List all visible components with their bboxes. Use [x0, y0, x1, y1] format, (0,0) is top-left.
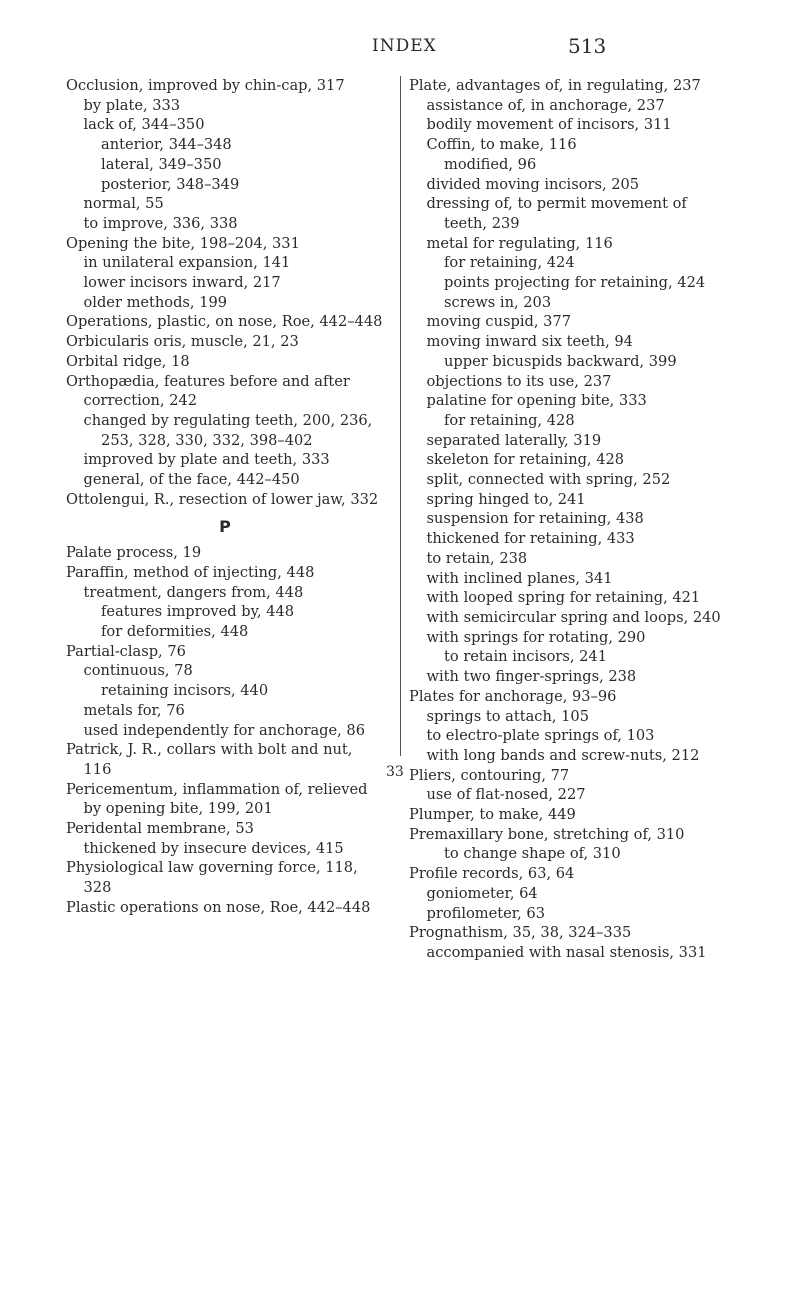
index-entry: treatment, dangers from, 448	[83, 583, 304, 601]
index-entry: for deformities, 448	[101, 622, 249, 640]
section-letter: P	[219, 517, 231, 537]
index-entry: to retain, 238	[426, 549, 528, 567]
signature-mark: 33	[386, 764, 404, 780]
index-entry: modified, 96	[444, 155, 537, 173]
index-entry: moving inward six teeth, 94	[426, 333, 633, 351]
index-entry: points projecting for retaining, 424	[444, 274, 706, 292]
index-entry: Plate, advantages of, in regulating, 237	[409, 77, 701, 94]
index-entry: Ottolengui, R., resection of lower jaw, 332	[66, 490, 379, 508]
index-entry: changed by regulating teeth, 200, 236, 253, 328, 330, 332, 398–402	[83, 411, 373, 449]
index-entry: Orthopædia, features before and after correction, 242	[66, 372, 350, 410]
index-entry: Occlusion, improved by chin-cap, 317	[66, 77, 345, 94]
index-entry: profilometer, 63	[426, 904, 546, 922]
index-entry: Peridental membrane, 53	[66, 820, 254, 838]
index-entry: continuous, 78	[83, 662, 193, 680]
index-entry: goniometer, 64	[426, 884, 538, 902]
index-entry: older methods, 199	[83, 293, 228, 311]
index-entry: suspension for retaining, 438	[426, 510, 644, 528]
index-entry: upper bicuspids backward, 399	[444, 352, 677, 370]
index-entry: metals for, 76	[83, 701, 185, 719]
index-entry: to change shape of, 310	[444, 845, 621, 863]
index-entry: Opening the bite, 198–204, 331	[66, 234, 300, 252]
index-entry: for retaining, 424	[444, 254, 575, 272]
index-entries-o	[66, 76, 384, 509]
running-title: INDEX	[372, 36, 437, 56]
page-number: 513	[568, 34, 607, 58]
index-entry: with inclined planes, 341	[426, 569, 613, 587]
index-entry: Orbital ridge, 18	[66, 352, 190, 370]
index-entry: bodily movement of incisors, 311	[426, 116, 672, 134]
index-entry: moving cuspid, 377	[426, 313, 571, 331]
index-entry: to electro-plate springs of, 103	[426, 727, 655, 745]
index-entry: with springs for rotating, 290	[426, 628, 646, 646]
index-entry: anterior, 344–348	[101, 136, 232, 154]
index-entry: for retaining, 428	[444, 411, 575, 429]
index-entry: general, of the face, 442–450	[83, 471, 300, 489]
index-entry: features improved by, 448	[101, 603, 295, 621]
index-entry: Profile records, 63, 64	[409, 865, 575, 883]
index-entry: with two finger-springs, 238	[426, 668, 637, 686]
index-entry: lower incisors inward, 217	[83, 274, 281, 292]
index-entry: to improve, 336, 338	[83, 214, 238, 232]
index-entry: improved by plate and teeth, 333	[83, 451, 330, 469]
index-entry: Plumper, to make, 449	[409, 806, 576, 824]
index-entry: skeleton for retaining, 428	[426, 451, 625, 469]
index-entry: Patrick, J. R., collars with bolt and nut, 116	[66, 741, 353, 778]
index-entry: dressing of, to permit movement of teeth, 239	[426, 195, 687, 232]
index-entry: Physiological law governing force, 118, 328	[66, 859, 358, 897]
index-entry: thickened by insecure devices, 415	[83, 839, 344, 857]
index-entry: thickened for retaining, 433	[426, 530, 635, 548]
index-entry: Prognathism, 35, 38, 324–335	[409, 924, 632, 942]
index-column-right	[400, 76, 727, 961]
index-entry: Operations, plastic, on nose, Roe, 442–448	[66, 313, 383, 331]
index-entry: Premaxillary bone, stretching of, 310	[409, 825, 685, 843]
index-entry: objections to its use, 237	[426, 372, 612, 390]
index-entry: posterior, 348–349	[101, 175, 240, 193]
index-entries-p	[66, 543, 384, 917]
index-entry: normal, 55	[83, 195, 164, 213]
index-entry: lack of, 344–350	[83, 116, 205, 134]
index-entry: assistance of, in anchorage, 237	[426, 96, 665, 114]
index-entry: separated laterally, 319	[426, 431, 602, 449]
index-entry: palatine for opening bite, 333	[426, 392, 647, 410]
index-entry: springs to attach, 105	[426, 707, 589, 725]
index-column-left	[66, 76, 384, 918]
index-entry: Coffin, to make, 116	[426, 136, 577, 154]
index-entry: metal for regulating, 116	[426, 234, 613, 252]
index-entry: with semicircular spring and loops, 240	[426, 608, 721, 626]
index-entry: accompanied with nasal stenosis, 331	[426, 943, 707, 961]
index-entry: in unilateral expansion, 141	[83, 254, 291, 272]
index-entries-plate	[409, 76, 727, 963]
index-entry: to retain incisors, 241	[444, 648, 607, 666]
index-entry: Partial-clasp, 76	[66, 642, 186, 660]
index-entry: with long bands and screw-nuts, 212	[426, 746, 700, 764]
index-entry: screws in, 203	[444, 293, 552, 311]
index-entry: Plates for anchorage, 93–96	[409, 687, 617, 705]
index-entry: split, connected with spring, 252	[426, 471, 671, 489]
index-entry: Plastic operations on nose, Roe, 442–448	[66, 898, 371, 916]
index-entry: use of flat-nosed, 227	[426, 786, 586, 804]
index-entry: Palate process, 19	[66, 544, 202, 562]
index-entry: spring hinged to, 241	[426, 490, 586, 508]
index-entry: Paraffin, method of injecting, 448	[66, 563, 315, 581]
index-entry: with looped spring for retaining, 421	[426, 589, 701, 607]
index-entry: Pliers, contouring, 77	[409, 766, 570, 784]
page-header	[0, 36, 800, 64]
index-entry: divided moving incisors, 205	[426, 175, 640, 193]
index-entry: retaining incisors, 440	[101, 682, 269, 700]
index-entry: Orbicularis oris, muscle, 21, 23	[66, 333, 299, 351]
index-entry: by plate, 333	[83, 96, 181, 114]
index-entry: lateral, 349–350	[101, 155, 222, 173]
index-entry: Pericementum, inflammation of, relieved by opening bite, 199, 201	[66, 780, 368, 818]
index-entry: used independently for anchorage, 86	[83, 721, 366, 739]
